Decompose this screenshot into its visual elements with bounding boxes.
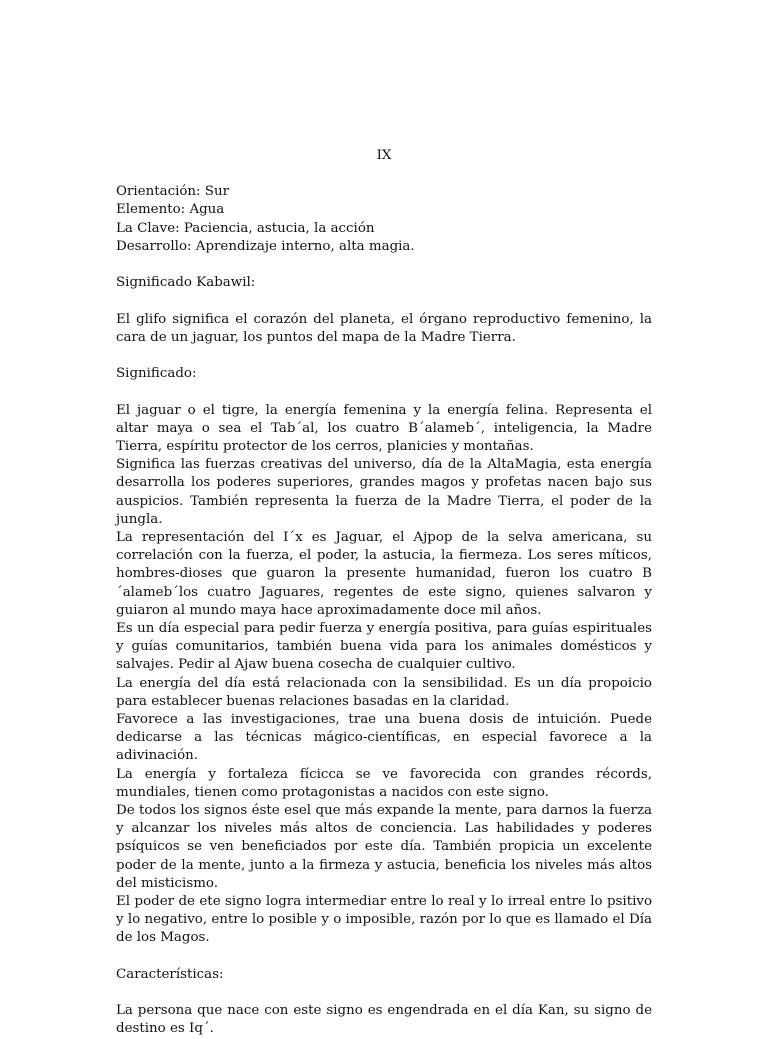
significado-paragraph: Es un día especial para pedir fuerza y energía positiva, para guías espirituales y guías comunitarios, también buena vida para los animales domésticos y salvajes. Pedir al Ajaw buena cosecha de cualquier cultivo. <box>116 621 652 673</box>
significado-paragraph: Favorece a las investigaciones, trae una buena dosis de intuición. Puede dedicarse a las técnicas mágico-científicas, en especial favorece a la adivinación. <box>116 712 652 764</box>
document-page <box>116 147 652 1039</box>
significado-paragraph: La energía y fortaleza fícicca se ve favorecida con grandes récords, mundiales, tienen como protagonistas a nacidos con este signo. <box>116 766 652 800</box>
significado-paragraph: De todos los signos éste esel que más expande la mente, para darnos la fuerza y alcanzar los niveles más altos de conciencia. Las habilidades y poderes psíquicos se ven beneficiados por este día. También propicia un excelente poder de la mente, junto a la firmeza y astucia, beneficia los niveles más altos del misticismo. <box>116 803 652 891</box>
significado-paragraph: La representación del I´x es Jaguar, el Ajpop de la selva americana, su correlación con la fuerza, el poder, la astucia, la fiermeza. Los seres míticos, hombres-dioses que guaron la presente humanidad, fueron los cuatro B´alameb´los cuatro Jaguares, regentes de este signo, quienes salvaron y guiaron al mundo maya hace aproximadamente doce mil años. <box>116 530 652 618</box>
significado-paragraph: Significa las fuerzas creativas del universo, día de la AltaMagia, esta energía desarrolla los poderes superiores, grandes magos y profetas nacen bajo sus auspicios. También representa la fuerza de la Madre Tierra, el poder de la jungla. <box>116 457 652 527</box>
significado-heading: Significado: <box>116 366 197 382</box>
significado-paragraph: La energía del día está relacionada con la sensibilidad. Es un día propoicio para establecer buenas relaciones basadas en la claridad. <box>116 675 652 709</box>
attributes-block <box>116 183 652 256</box>
attribute-orientation: Orientación: Sur <box>116 184 230 200</box>
caracteristicas-heading: Características: <box>116 966 224 982</box>
attribute-key: La Clave: Paciencia, astucia, la acción <box>116 220 375 236</box>
page-title: IX <box>376 148 392 163</box>
attribute-development: Desarrollo: Aprendizaje interno, alta magia. <box>116 238 415 254</box>
kabawil-text: El glifo significa el corazón del planeta, el órgano reproductivo femenino, la cara de un jaguar, los puntos del mapa de la Madre Tierra. <box>116 311 652 345</box>
significado-paragraph: El poder de ete signo logra intermediar entre lo real y lo irreal entre lo psitivo y lo negativo, entre lo posible y o imposible, razón por lo que es llamado el Día de los Magos. <box>116 894 652 946</box>
caracteristicas-text: La persona que nace con este signo es engendrada en el día Kan, su signo de destino es Iq´. <box>116 1003 652 1037</box>
attribute-element: Elemento: Agua <box>116 202 225 218</box>
kabawil-heading: Significado Kabawil: <box>116 275 256 291</box>
significado-paragraph: El jaguar o el tigre, la energía femenina y la energía felina. Representa el altar maya o sea el Tab´al, los cuatro B´alameb´, inteligencia, la Madre Tierra, espíritu protector de los cerros, planicies y montañas. <box>116 402 652 454</box>
